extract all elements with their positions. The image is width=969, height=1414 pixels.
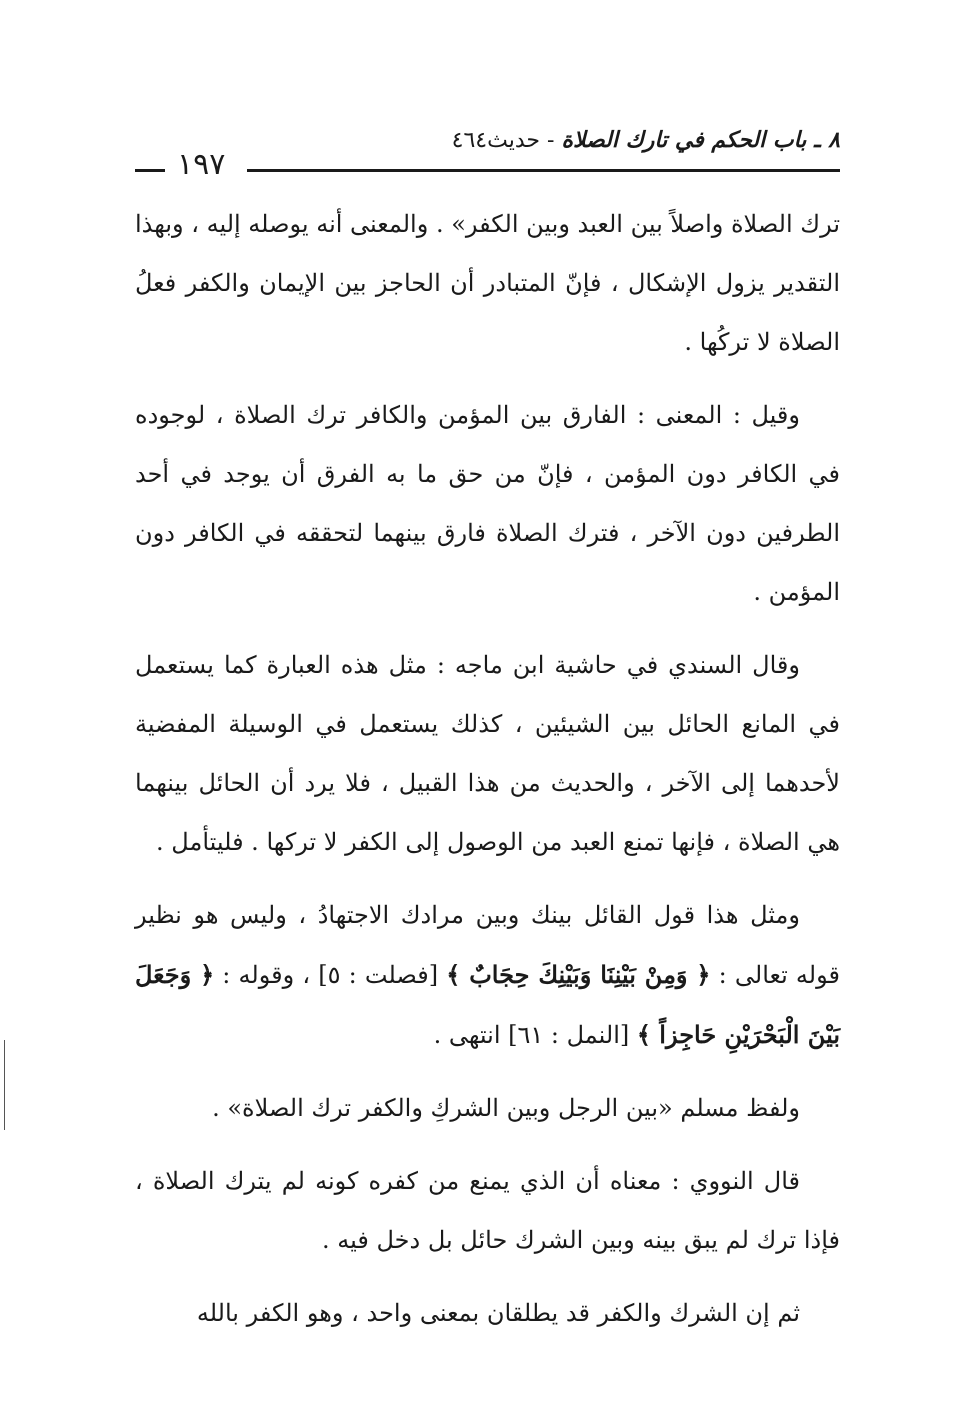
page-number: ١٩٧ — [177, 147, 226, 182]
text-run: قال النووي : معناه أن الذي يمنع من كفره كونه لم يترك الصلاة ، فإذا ترك لم يبق بينه وبين الشرك حائل بل دخل فيه . — [135, 1167, 840, 1254]
running-head — [452, 127, 840, 153]
text-run: [النمل : ٦١] انتهى . — [433, 1021, 637, 1049]
text-run: [فصلت : ٥] ، وقوله : — [214, 961, 447, 989]
body-text — [135, 195, 840, 1357]
paragraph — [135, 1079, 840, 1138]
paragraph — [135, 1284, 840, 1343]
text-run: وقال السندي في حاشية ابن ماجه : مثل هذه العبارة كما يستعمل في المانع الحائل بين الشيئين ، كذلك يستعمل في الوسيلة المفضية لأحدهما إلى الآخر ، والحديث من هذا القبيل ، فلا يرد أن الحائل بينهما هي الصلاة ، فإنها تمنع العبد من الوصول إلى الكفر لا تركها . فليتأمل . — [135, 651, 840, 856]
paragraph — [135, 636, 840, 872]
chapter-title: ٨ ـ باب الحكم في تارك الصلاة — [561, 127, 840, 153]
paragraph — [135, 886, 840, 1065]
text-run: وقيل : المعنى : الفارق بين المؤمن والكافر ترك الصلاة ، لوجوده في الكافر دون المؤمن ، فإنّ من حق ما به الفرق أن يوجد في أحد الطرفين دون الآخر ، فترك الصلاة فارق بينهما لتحققه في الكافر دون المؤمن . — [135, 401, 840, 606]
text-run: ولفظ مسلم «بين الرجل وبين الشركِ والكفر ترك الصلاة» . — [212, 1094, 800, 1122]
text-run: ترك الصلاة واصلاً بين العبد وبين الكفر» . والمعنى أنه يوصله إليه ، وبهذا التقدير يزول الإشكال ، فإنّ المتبادر أن الحاجز بين الإيمان والكفر فعلُ الصلاة لا تركُها . — [134, 210, 840, 356]
page-header — [135, 125, 840, 185]
quran-quote: ﴿ وَجَعَلَ بَيْنَ الْبَحْرَيْنِ حَاجِزاً ﴾ — [135, 960, 840, 1049]
quran-quote: ﴿ وَمِنْ بَيْنِنَا وَبَيْنِكَ حِجَابٌ ﴾ — [446, 960, 711, 989]
hadith-number: - حديث٤٦٤ — [451, 128, 555, 153]
paragraph — [135, 1152, 840, 1270]
text-run: ومثل هذا قول القائل بينك وبين مرادك الاجتهادُ ، وليس هو نظير قوله تعالى : — [135, 901, 840, 989]
text-run: ثم إن الشرك والكفر قد يطلقان بمعنى واحد ، وهو الكفر بالله — [196, 1299, 800, 1327]
header-rule — [247, 169, 840, 172]
paragraph — [135, 386, 840, 622]
paragraph — [135, 195, 840, 372]
header-rule-short — [135, 169, 165, 172]
scan-edge-line — [4, 1040, 5, 1130]
